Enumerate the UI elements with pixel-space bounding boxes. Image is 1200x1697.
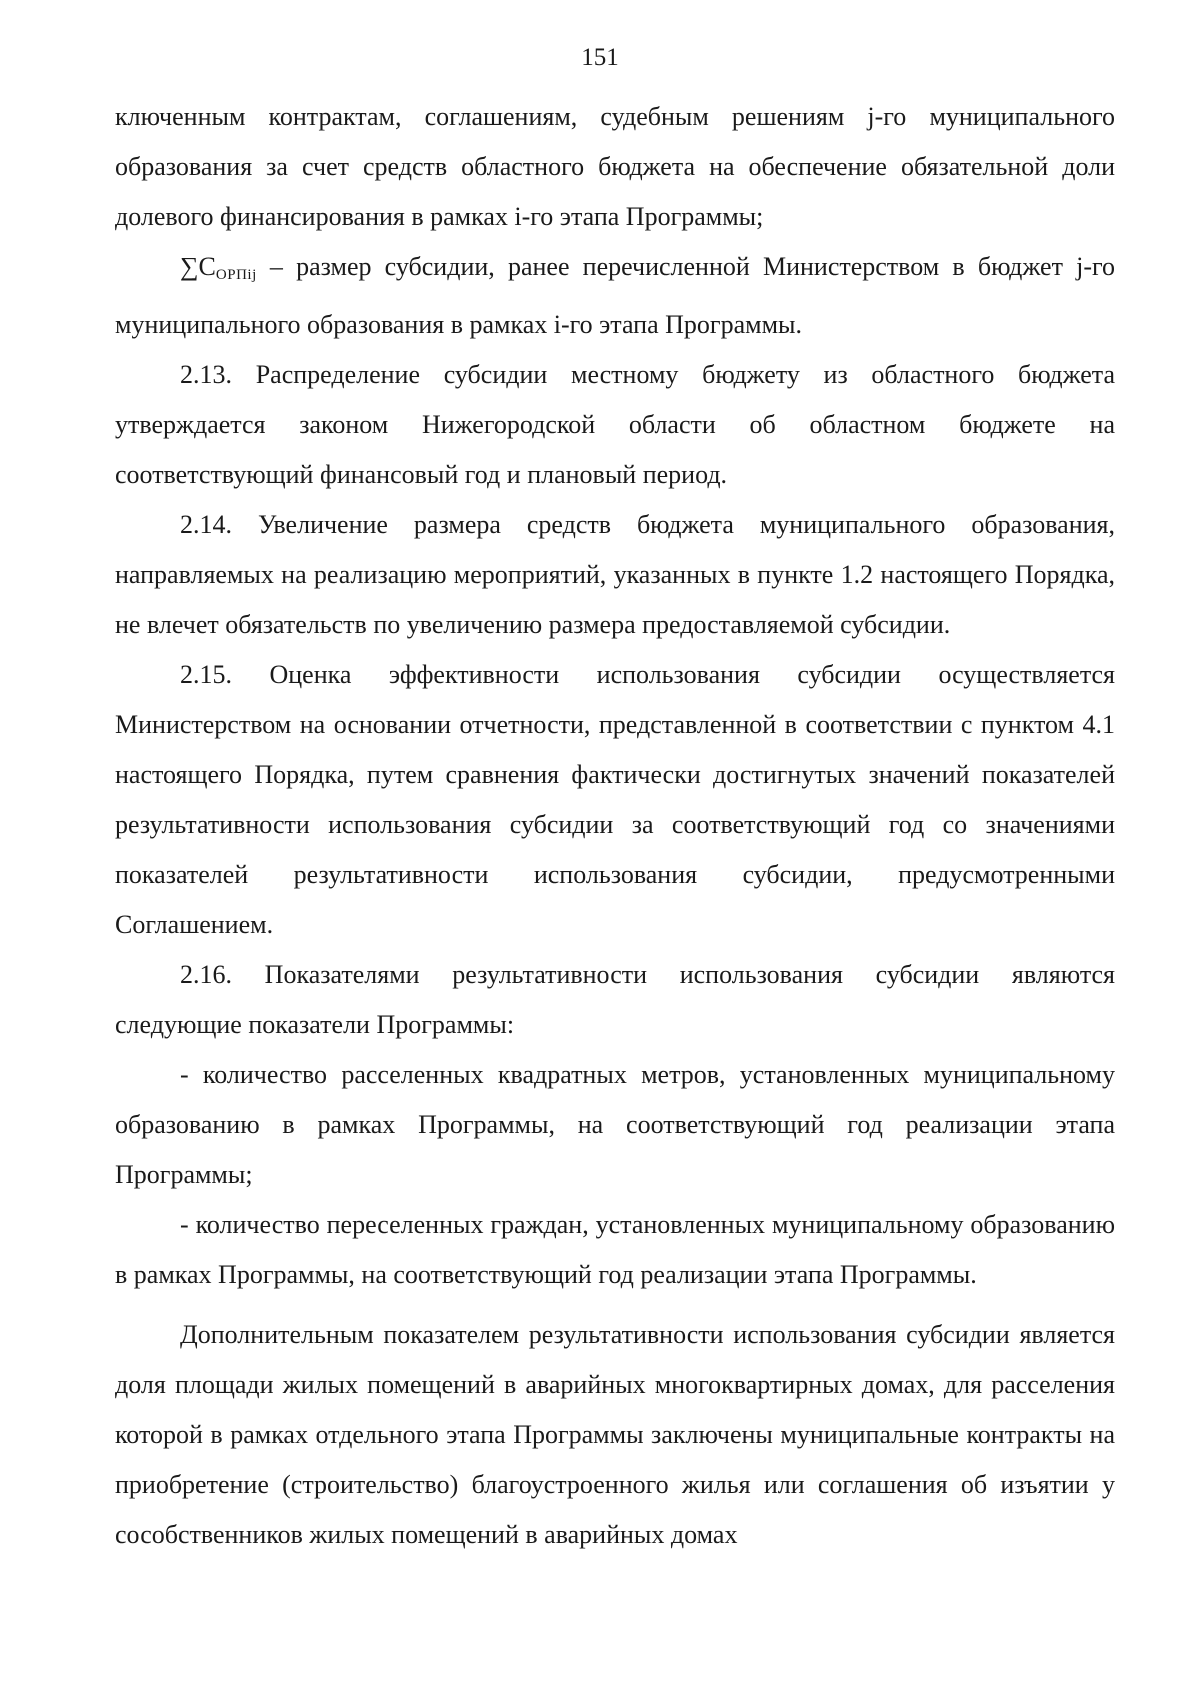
formula-subscript: OPПij — [215, 267, 257, 283]
paragraph-continuation: ключенным контрактам, соглашениям, судебным решениям j-го муниципального образования за счет средств областного бюджета на обеспечение обязательной доли долевого финансирования в рамках i-го этапа Программы; — [115, 102, 1115, 231]
page-number: 151 — [581, 44, 619, 71]
body-text — [115, 92, 1115, 1560]
list-item-square-meters: - количество расселенных квадратных метров, установленных муниципальному образованию в рамках Программы, на соответствующий год реализации этапа Программы; — [115, 1060, 1115, 1189]
paragraph-2-15: 2.15. Оценка эффективности использования субсидии осуществляется Министерством на основании отчетности, представленной в соответствии с пунктом 4.1 настоящего Порядка, путем сравнения фактически достигнутых значений показателей результативности использования субсидии за соответствующий год со значениями показателей результативности использования субсидии, предусмотренными Соглашением. — [115, 660, 1115, 939]
paragraph-2-13: 2.13. Распределение субсидии местному бюджету из областного бюджета утверждается законом Нижегородской области об областном бюджете на соответствующий финансовый год и плановый период. — [115, 360, 1115, 489]
paragraph-2-16: 2.16. Показателями результативности использования субсидии являются следующие показатели Программы: — [115, 960, 1115, 1039]
formula-definition-text: – размер субсидии, ранее перечисленной Министерством в бюджет j-го муниципального образования в рамках i-го этапа Программы. — [115, 252, 1115, 339]
list-item-citizens: - количество переселенных граждан, установленных муниципальному образованию в рамках Программы, на соответствующий год реализации этапа Программы. — [115, 1210, 1115, 1289]
paragraph-additional-indicator: Дополнительным показателем результативности использования субсидии является доля площади жилых помещений в аварийных многоквартирных домах, для расселения которой в рамках отдельного этапа Программы заключены муниципальные контракты на приобретение (строительство) благоустроенного жилья или соглашения об изъятии у сособственников жилых помещений в аварийных домах — [115, 1320, 1115, 1549]
paragraph-formula-definition — [115, 242, 1115, 350]
sum-symbol: ∑C — [180, 252, 216, 281]
paragraph-2-14: 2.14. Увеличение размера средств бюджета муниципального образования, направляемых на реализацию мероприятий, указанных в пункте 1.2 настоящего Порядка, не влечет обязательств по увеличению размера предоставляемой субсидии. — [115, 510, 1115, 639]
